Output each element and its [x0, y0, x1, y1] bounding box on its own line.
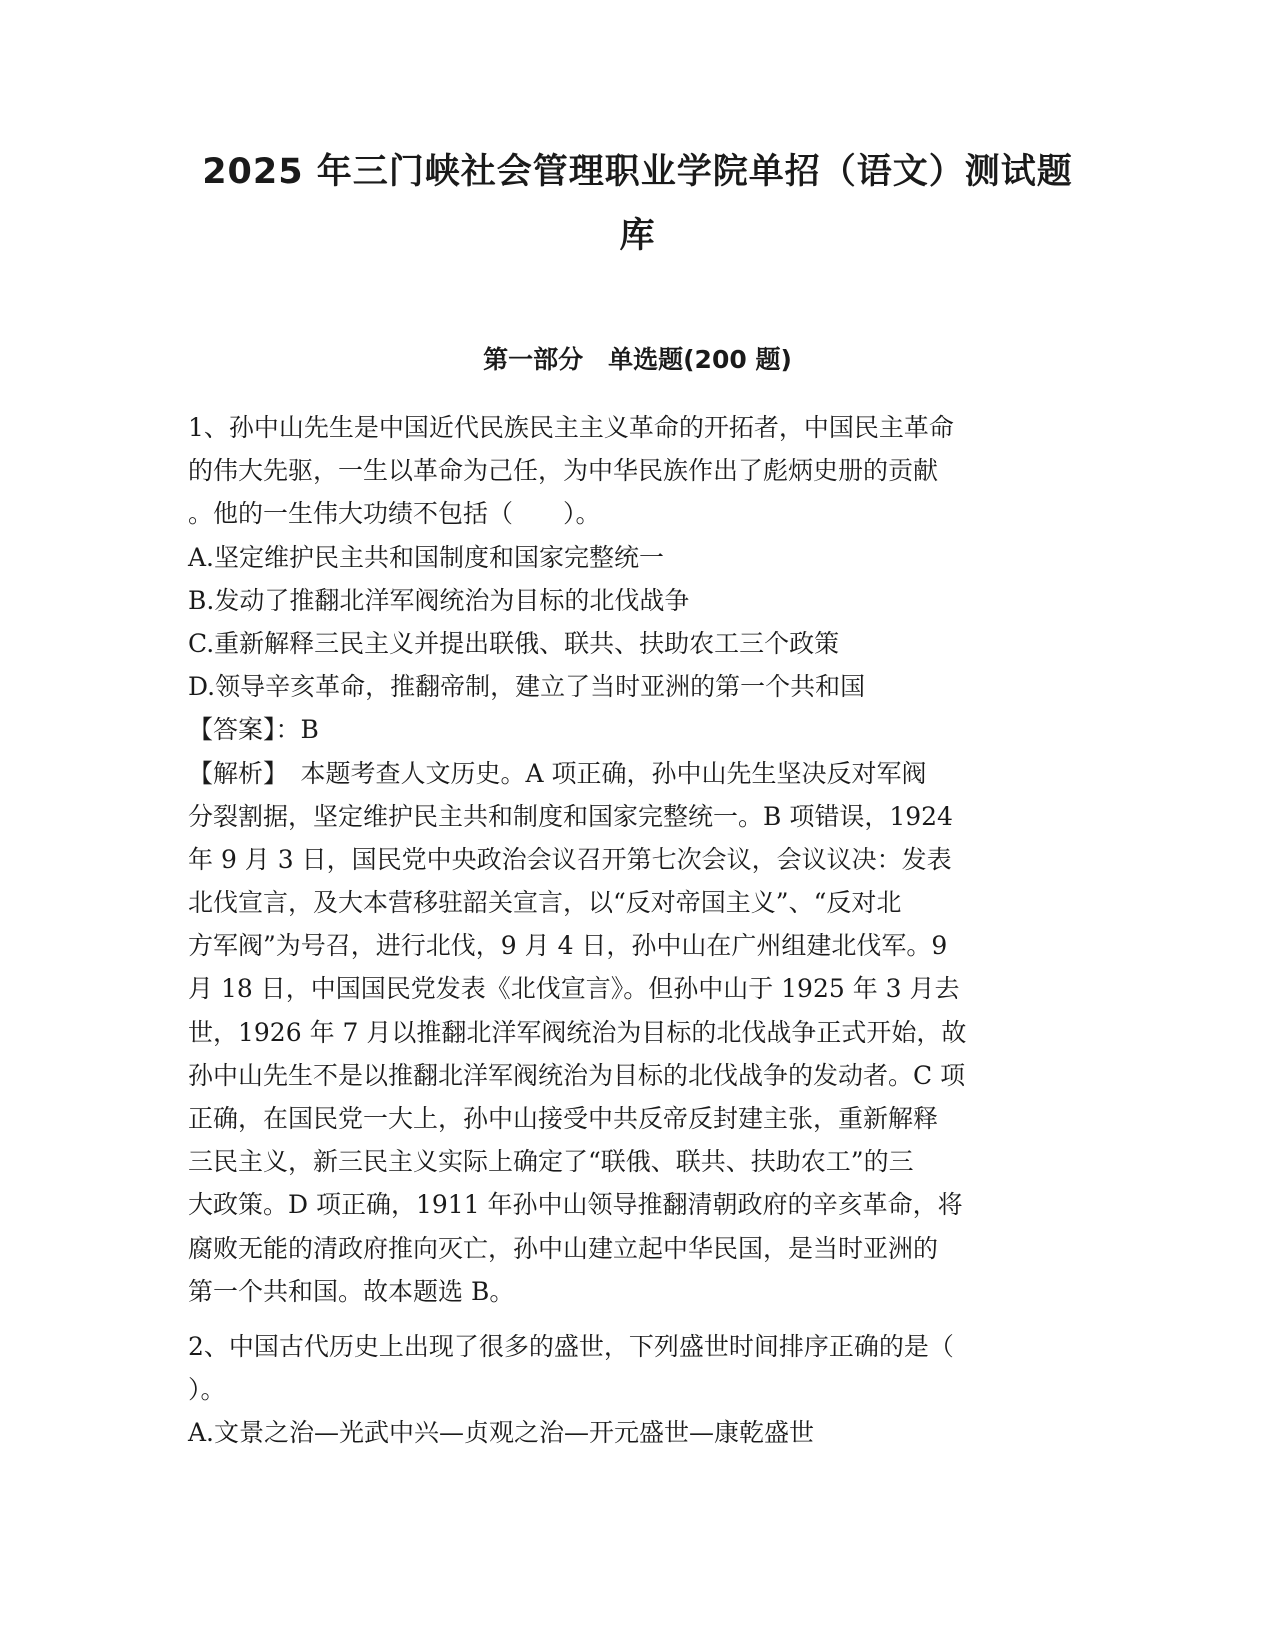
analysis-line: 正确，在国民党一大上，孙中山接受中共反帝反封建主张，重新解释 — [188, 1104, 939, 1133]
question-2 — [188, 1325, 1073, 1455]
question-1 — [188, 406, 1073, 1313]
question-stem-line: 1、孙中山先生是中国近代民族民主主义革命的开拓者，中国民主革命 — [188, 413, 954, 442]
question-stem-line: ）。 — [188, 1375, 226, 1405]
question-stem-line: 。他的一生伟大功绩不包括（ ）。 — [188, 499, 601, 529]
question-2-options — [188, 1411, 1073, 1454]
option-a: A.文景之治—光武中兴—贞观之治—开元盛世—康乾盛世 — [188, 1418, 815, 1448]
analysis-line: 孙中山先生不是以推翻北洋军阀统治为目标的北伐战争的发动者。C 项 — [188, 1060, 966, 1090]
analysis-line: 第一个共和国。故本题选 B。 — [188, 1276, 515, 1306]
question-2-stem — [188, 1325, 1073, 1411]
analysis-line: 腐败无能的清政府推向灭亡，孙中山建立起中华民国，是当时亚洲的 — [188, 1233, 939, 1263]
option-b: B.发动了推翻北洋军阀统治为目标的北伐战争 — [188, 585, 690, 615]
document-title-line-1: 2025 年三门峡社会管理职业学院单招（语文）测试题 — [202, 152, 1073, 192]
question-list — [188, 406, 1073, 1455]
document-title-line-2: 库 — [619, 216, 656, 256]
analysis-line: 年 9 月 3 日，国民党中央政治会议召开第七次会议，会议议决：发表 — [188, 844, 952, 874]
question-stem-line: 的伟大先驱，一生以革命为己任，为中华民族作出了彪炳史册的贡献 — [188, 456, 939, 486]
analysis-line: 方军阀”为号召，进行北伐，9 月 4 日，孙中山在广州组建北伐军。9 — [188, 931, 948, 961]
question-1-stem — [188, 406, 1073, 536]
option-c: C.重新解释三民主义并提出联俄、联共、扶助农工三个政策 — [188, 628, 840, 658]
analysis-line: 大政策。D 项正确，1911 年孙中山领导推翻清朝政府的辛亥革命，将 — [188, 1190, 963, 1220]
document-title — [170, 140, 1105, 268]
question-spacer — [188, 1313, 1073, 1325]
question-1-options — [188, 536, 1073, 709]
option-d: D.领导辛亥革命，推翻帝制，建立了当时亚洲的第一个共和国 — [188, 672, 866, 702]
analysis-line: 分裂割据，坚定维护民主共和制度和国家完整统一。B 项错误，1924 — [188, 801, 953, 831]
analysis-line: 三民主义，新三民主义实际上确定了“联俄、联共、扶助农工”的三 — [188, 1147, 914, 1177]
section-heading: 第一部分 单选题(200 题) — [483, 345, 792, 374]
option-a: A.坚定维护民主共和国制度和国家完整统一 — [188, 542, 665, 572]
analysis-line: 月 18 日，中国国民党发表《北伐宣言》。但孙中山于 1925 年 3 月去 — [188, 974, 960, 1004]
analysis-line: 【解析】 本题考查人文历史。A 项正确，孙中山先生坚决反对军阀 — [188, 758, 927, 788]
analysis-line: 北伐宣言，及大本营移驻韶关宣言，以“反对帝国主义”、“反对北 — [188, 888, 902, 918]
analysis-block — [188, 752, 1073, 1313]
analysis-line: 世，1926 年 7 月以推翻北洋军阀统治为目标的北伐战争正式开始，故 — [188, 1017, 967, 1047]
question-stem-line: 2、中国古代历史上出现了很多的盛世，下列盛世时间排序正确的是（ — [188, 1331, 954, 1361]
answer-line: 【答案】：B — [188, 715, 319, 745]
